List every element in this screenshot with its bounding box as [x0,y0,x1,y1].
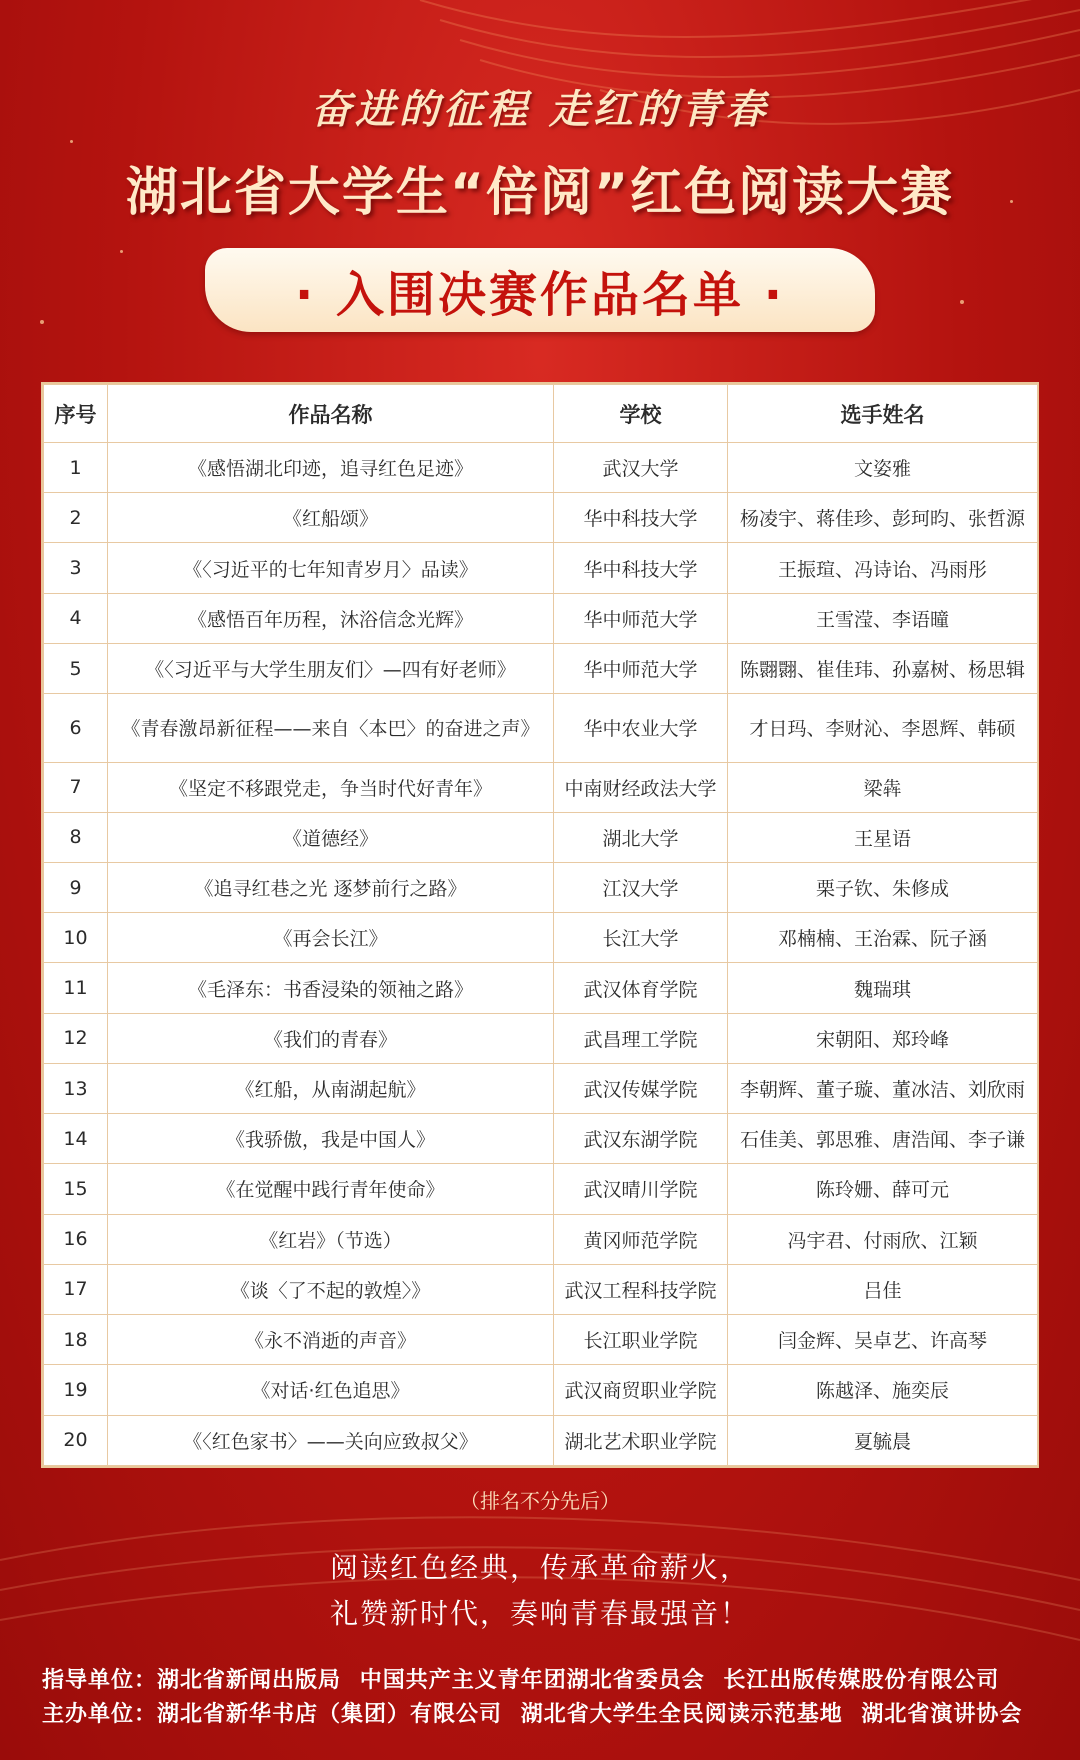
table-row [44,1114,1038,1164]
guide-org: 中国共产主义青年团湖北省委员会 [359,1668,705,1693]
header-names: 选手姓名 [728,385,1038,443]
host-org: 湖北省演讲协会 [861,1702,1023,1727]
cell-work: 《我们的青春》 [108,1013,554,1063]
cell-work: 《追寻红巷之光 逐梦前行之路》 [108,862,554,912]
cell-number: 6 [44,694,108,762]
table-row [44,812,1038,862]
cell-number: 16 [44,1214,108,1264]
cell-school: 湖北大学 [554,812,728,862]
cell-school: 武汉晴川学院 [554,1164,728,1214]
table-row [44,443,1038,493]
sparkle [120,250,123,253]
closing-line-2: 礼赞新时代，奏响青春最强音！ [329,1597,750,1630]
cell-school: 华中师范大学 [554,643,728,693]
cell-number: 9 [44,862,108,912]
cell-school: 武汉东湖学院 [554,1114,728,1164]
table-row [44,543,1038,593]
table-row [44,913,1038,963]
cell-work: 《坚定不移跟党走，争当时代好青年》 [108,762,554,812]
cell-names: 陈翾翾、崔佳玮、孙嘉树、杨思辑 [728,643,1038,693]
cell-school: 华中师范大学 [554,593,728,643]
cell-work: 《〈习近平与大学生朋友们〉—四有好老师》 [108,643,554,693]
cell-work: 《〈习近平的七年知青岁月〉品读》 [108,543,554,593]
cell-school: 江汉大学 [554,862,728,912]
cell-names: 王振瑄、冯诗诒、冯雨彤 [728,543,1038,593]
cell-school: 华中科技大学 [554,493,728,543]
cell-number: 19 [44,1365,108,1415]
cell-names: 邓楠楠、王治霖、阮子涵 [728,913,1038,963]
table-row [44,1264,1038,1314]
cell-work: 《毛泽东：书香浸染的领袖之路》 [108,963,554,1013]
cell-number: 4 [44,593,108,643]
header-school: 学校 [554,385,728,443]
cell-number: 13 [44,1063,108,1113]
cell-number: 14 [44,1114,108,1164]
cell-names: 才日玛、李财沁、李恩辉、韩硕 [728,694,1038,762]
table-row [44,1415,1038,1465]
header-number: 序号 [44,385,108,443]
cell-school: 武昌理工学院 [554,1013,728,1063]
cell-number: 11 [44,963,108,1013]
cell-names: 魏瑞琪 [728,963,1038,1013]
table-header-row [44,385,1038,443]
cell-number: 15 [44,1164,108,1214]
table-row [44,1365,1038,1415]
cell-names: 陈玲姗、薛可元 [728,1164,1038,1214]
cell-number: 10 [44,913,108,963]
cell-names: 栗子钦、朱修成 [728,862,1038,912]
cell-work: 《红船颂》 [108,493,554,543]
closing-line-1: 阅读红色经典，传承革命薪火， [329,1551,750,1584]
cell-work: 《我骄傲，我是中国人》 [108,1114,554,1164]
cell-number: 18 [44,1315,108,1365]
table-row [44,862,1038,912]
cell-names: 李朝辉、董子璇、董冰洁、刘欣雨 [728,1063,1038,1113]
cell-names: 陈越泽、施奕辰 [728,1365,1038,1415]
banner-text: · 入围决赛作品名单 · [295,266,785,323]
cell-number: 2 [44,493,108,543]
cell-work: 《对话·红色追思》 [108,1365,554,1415]
cell-number: 3 [44,543,108,593]
guide-label: 指导单位： [42,1668,158,1693]
cell-work: 《再会长江》 [108,913,554,963]
ranking-note: （排名不分先后） [460,1489,620,1513]
closing-text [0,1545,1080,1637]
cell-number: 17 [44,1264,108,1314]
table-row [44,1013,1038,1063]
guide-org: 长江出版传媒股份有限公司 [723,1668,1000,1693]
slogan: 奋进的征程 走红的青春 [311,86,769,133]
cell-number: 12 [44,1013,108,1063]
cell-work: 《〈红色家书〉——关向应致叔父》 [108,1415,554,1465]
cell-work: 《感悟百年历程，沐浴信念光辉》 [108,593,554,643]
table-row [44,1214,1038,1264]
cell-names: 宋朝阳、郑玲峰 [728,1013,1038,1063]
cell-work: 《红船，从南湖起航》 [108,1063,554,1113]
cell-number: 20 [44,1415,108,1465]
cell-work: 《道德经》 [108,812,554,862]
cell-school: 武汉体育学院 [554,963,728,1013]
table-row [44,762,1038,812]
sparkle [960,300,964,304]
table-row [44,1164,1038,1214]
table-row [44,493,1038,543]
table-row [44,963,1038,1013]
cell-school: 华中科技大学 [554,543,728,593]
table-row [44,593,1038,643]
cell-number: 1 [44,443,108,493]
host-org: 湖北省大学生全民阅读示范基地 [520,1702,843,1727]
cell-names: 冯宇君、付雨欣、江颖 [728,1214,1038,1264]
cell-school: 中南财经政法大学 [554,762,728,812]
sparkle [70,140,73,143]
header-work: 作品名称 [108,385,554,443]
cell-names: 王星语 [728,812,1038,862]
cell-work: 《谈〈了不起的敦煌〉》 [108,1264,554,1314]
cell-work: 《在觉醒中践行青年使命》 [108,1164,554,1214]
table-row [44,1063,1038,1113]
cell-names: 石佳美、郭思雅、唐浩闻、李子谦 [728,1114,1038,1164]
cell-names: 梁犇 [728,762,1038,812]
cell-names: 文姿雅 [728,443,1038,493]
finalist-table [41,382,1039,1468]
cell-number: 8 [44,812,108,862]
table-row [44,694,1038,762]
page-title: 湖北省大学生“倍阅”红色阅读大赛 [125,163,955,223]
section-banner [205,248,875,332]
cell-school: 长江职业学院 [554,1315,728,1365]
cell-school: 武汉工程科技学院 [554,1264,728,1314]
table-row [44,1315,1038,1365]
cell-school: 黄冈师范学院 [554,1214,728,1264]
cell-names: 王雪滢、李语曈 [728,593,1038,643]
table-body [44,443,1038,1466]
cell-school: 武汉传媒学院 [554,1063,728,1113]
sparkle [40,320,44,324]
cell-school: 武汉大学 [554,443,728,493]
table-row [44,643,1038,693]
host-org: 湖北省新华书店（集团）有限公司 [157,1702,503,1727]
cell-names: 闫金辉、吴卓艺、许高琴 [728,1315,1038,1365]
cell-school: 湖北艺术职业学院 [554,1415,728,1465]
cell-number: 7 [44,762,108,812]
host-label: 主办单位： [42,1702,158,1727]
guide-org: 湖北省新闻出版局 [157,1668,342,1693]
cell-names: 吕佳 [728,1264,1038,1314]
cell-names: 杨凌宇、蒋佳珍、彭珂昀、张哲源 [728,493,1038,543]
cell-work: 《感悟湖北印迹，追寻红色足迹》 [108,443,554,493]
host-units [42,1697,1022,1728]
cell-school: 长江大学 [554,913,728,963]
cell-work: 《青春激昂新征程——来自〈本巴〉的奋进之声》 [108,694,554,762]
cell-number: 5 [44,643,108,693]
cell-work: 《永不消逝的声音》 [108,1315,554,1365]
cell-names: 夏毓晨 [728,1415,1038,1465]
guide-units [42,1663,999,1694]
cell-school: 华中农业大学 [554,694,728,762]
cell-school: 武汉商贸职业学院 [554,1365,728,1415]
cell-work: 《红岩》（节选） [108,1214,554,1264]
